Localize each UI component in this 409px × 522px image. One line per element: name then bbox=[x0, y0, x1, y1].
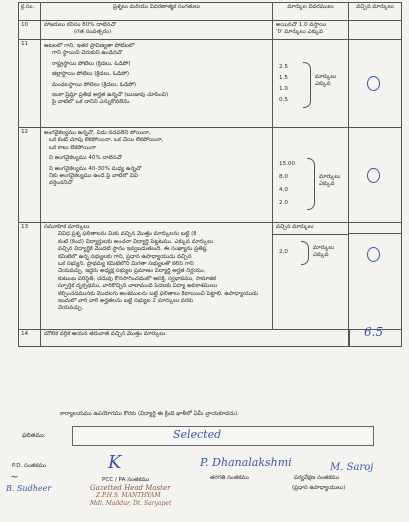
table-header-row bbox=[19, 3, 401, 21]
marks-line: అయినచో 1.0 వస్తాయి bbox=[276, 22, 327, 28]
row-line: చేయవచ్చు. ఇద్దరు అధ్యక్ష సభ్యుల ప్రమాణం విద్యార్థి అర్హత నిర్ణయం, bbox=[58, 268, 206, 275]
score-subheader bbox=[349, 223, 401, 234]
row-line: అంగవైకల్యము ఉన్నచో, పీడు నడవలేని పోయినా, bbox=[44, 130, 151, 136]
row-marks bbox=[273, 128, 349, 222]
marks-value: 2.5 bbox=[279, 64, 288, 70]
header-sno: క్ర.సం. bbox=[19, 3, 41, 20]
signature-role: P.D. సంతకము bbox=[12, 463, 47, 469]
row-line: వర్తించనిచో bbox=[49, 180, 73, 187]
signature-name: B. Sudheer bbox=[6, 484, 52, 493]
row-line: రాష్ట్రస్థాయి పోటీలు (క్రీడలు, ఓడిపో) bbox=[52, 60, 131, 67]
row-line: మండలస్థాయి పోటీలు (క్రీడలు, ఓడిపో) bbox=[52, 81, 137, 88]
signature-role: PCC / PA సంతకము bbox=[102, 477, 150, 483]
row-marks bbox=[273, 223, 349, 329]
table-row-11 bbox=[19, 40, 401, 128]
marks-value: 8.0 bbox=[279, 174, 288, 180]
marks-value: 2.0 bbox=[279, 249, 288, 255]
marks-subheader: వచ్చిన మార్కులు bbox=[273, 223, 348, 235]
row-line: వచ్చిన విద్యార్థికి మొదటి స్థానం ఇవ్వబడుతుంది. ఈ సంఖ్యాను ప్రతిష్ఠ bbox=[58, 246, 207, 253]
row-sno: 14 bbox=[19, 330, 41, 346]
row-line: ఆటలలో గానీ, ఇతర ప్రావీణ్యతా పోటీలలో bbox=[44, 43, 135, 49]
row-line: హాజరులు కనీసం 80% దాటినచో bbox=[44, 22, 116, 28]
row-line: వేయవచ్చు. bbox=[58, 305, 84, 312]
row-line: కంటి (కింద) విద్యార్థులకు అంచనా విద్యార్థి పెట్టటము. ఎక్కువ మార్కులు bbox=[58, 238, 214, 245]
marks-value: 2.0 bbox=[279, 200, 288, 206]
row-line: కుటుంబ పరిస్థితి, చదువు కొనసాగించడంలో ఆసక్తి, స్వభావము, సామాజిక bbox=[58, 275, 217, 282]
row-item bbox=[41, 40, 273, 127]
row-sno: 11 bbox=[19, 40, 41, 127]
row-line: గాని స్థాయిని చేరుకుని ఉండినచో bbox=[52, 50, 123, 57]
official-stamp bbox=[90, 484, 171, 508]
row-title: సమూహిక మార్కులు bbox=[44, 224, 90, 230]
score-zero-mark bbox=[367, 247, 380, 262]
marks-value: 15.00 bbox=[279, 161, 296, 167]
marks-label-line: ఎక్కువ bbox=[319, 181, 335, 188]
marks-values bbox=[279, 158, 295, 210]
signature-pd: ~ bbox=[10, 470, 20, 483]
row-line: జిల్లాస్థాయి పోటీలు (క్రీడలు, ఓడిపో) bbox=[52, 71, 130, 78]
row-line: ఇంకా ప్రేమ్లా ప్రతిభ అర్హత ఉన్నచో (ఋజువు చూపించి) bbox=[52, 92, 169, 99]
table-row-13 bbox=[19, 223, 401, 330]
table-row-14 bbox=[19, 325, 401, 346]
marks-label bbox=[315, 74, 336, 89]
row-line: ఒక సభ్యుని, ప్రాథమ్య కమిటీలోని మిగతా సభ్యులతో కలిసి గాని bbox=[58, 261, 194, 268]
row-score bbox=[349, 21, 401, 39]
marks-label-line: ఎక్కువ bbox=[313, 252, 329, 259]
marks-label-line: మార్కులు bbox=[313, 245, 335, 251]
row-item bbox=[41, 330, 349, 346]
brace-icon bbox=[301, 241, 309, 265]
brace-icon bbox=[303, 62, 311, 108]
result-field[interactable] bbox=[72, 426, 374, 446]
row-score bbox=[349, 40, 401, 127]
row-sno: 10 bbox=[19, 21, 41, 39]
row-line: ఒక కంటి చూపు లేకపోయినా, ఒక చేయి లేకపోయినా, bbox=[49, 137, 164, 144]
office-use-note: కార్యాలయము ఉపయోగము కొరకు (విద్యార్థి ఈ క్రింది ఖాళీలో ఏమీ వ్రాయకూడదు). bbox=[60, 411, 240, 417]
signature-role: తరగతి సంతకము bbox=[210, 475, 249, 481]
row-sno: 12 bbox=[19, 128, 41, 222]
brace-icon bbox=[307, 158, 315, 210]
marks-values bbox=[279, 62, 288, 106]
row-line: కల్పించడమునకు మొదలగు అంశములను బట్టి ఫలితాలు కేటాయించి పెట్టాలి. ఉపాధ్యాయుడు bbox=[58, 290, 259, 297]
row-item bbox=[41, 21, 273, 39]
stamp-line: Gazetted Head Master bbox=[90, 484, 171, 492]
row-score bbox=[349, 325, 401, 346]
table-row-12 bbox=[19, 128, 401, 223]
header-item: ప్రశ్నలు మరియు వివరణాత్మక సంగతులు bbox=[41, 3, 273, 20]
marks-label bbox=[313, 245, 334, 260]
signature-name: M. Saroj bbox=[330, 462, 374, 473]
row-sno: 13 bbox=[19, 223, 41, 329]
marks-label-line: మార్కులు bbox=[319, 174, 341, 180]
score-zero-mark bbox=[367, 168, 380, 183]
stamp-line: Z.P.H.S. MANTHYAM bbox=[96, 492, 161, 499]
row-marks bbox=[273, 21, 349, 39]
result-value: Selected bbox=[173, 428, 222, 441]
header-marks: మార్కుల వివరములు bbox=[273, 3, 349, 20]
row-line: ఇందులో వారి వారి అర్హతలను బట్టి సభ్యుల 2 మార్కులు వరకు bbox=[58, 298, 194, 305]
marks-value: 1.5 bbox=[279, 75, 288, 81]
row-item bbox=[41, 223, 273, 329]
row-line: స్ఫూర్తిక దృక్పథము, వారికొచ్చిన చాలామంది పేదలకు విద్యా అవకాశములు bbox=[58, 283, 218, 290]
marks-value: 4.0 bbox=[279, 187, 288, 193]
marks-value: 1.0 bbox=[279, 86, 288, 92]
row-line: (గత సంవత్సరం) bbox=[74, 29, 112, 36]
row-line: మౌలిక వర్గీక ఆయన తరువాత వచ్చిన మొత్తం మార్కులు bbox=[44, 331, 166, 337]
row-line: కమిటీలో ఉన్న సభ్యులకు గాని, ప్రధాన ఉపాధ్యాయుడు వచ్చిన bbox=[58, 253, 192, 260]
marks-value: 0.5 bbox=[279, 97, 288, 103]
signature-role: (ప్రధాన ఉపాధ్యాయులు) bbox=[292, 485, 346, 491]
row-line: పై వాటిలో ఒక దానిని ఎన్నుకోవలెను. bbox=[52, 99, 131, 106]
signature-name: P. Dhanalakshmi bbox=[200, 456, 292, 469]
signature-role: పర్యవేక్షణ సంతకము bbox=[294, 475, 340, 481]
marks-values bbox=[279, 249, 288, 256]
marks-table bbox=[18, 2, 402, 347]
marks-line: '0' మార్కులు ఎక్కువ bbox=[276, 29, 324, 36]
header-score: వచ్చిన మార్కులు bbox=[356, 4, 394, 10]
row-score bbox=[349, 223, 401, 329]
score-zero-mark bbox=[367, 76, 380, 91]
row-line: వివిధ ప్రశ్న ఫలితాలను మీకు వచ్చిన మొత్తం మార్కులను బట్టి (కి bbox=[58, 231, 197, 238]
signature-pcc: K bbox=[108, 452, 122, 473]
marks-label bbox=[319, 174, 340, 189]
marks-label-line: మార్కులు bbox=[315, 74, 337, 80]
stamp-line: Mdl. Maddur, Dt. Saryapet bbox=[90, 500, 172, 507]
total-score: 6.5 bbox=[364, 325, 384, 339]
row-line: ఒక కాలు లేకపోయినా bbox=[49, 144, 96, 151]
row-score bbox=[349, 128, 401, 222]
row-line: నీ అంగవైకల్యము 40-30% మధ్య ఉన్నచో bbox=[49, 165, 142, 172]
row-line: నీకు అంగవైకల్యము ఉండి పై వాటిలో వివి bbox=[49, 173, 138, 180]
result-label: ఫలితము: bbox=[22, 432, 46, 439]
marks-label-line: ఎక్కువ bbox=[315, 81, 331, 88]
table-row-10 bbox=[19, 21, 401, 40]
row-item bbox=[41, 128, 273, 222]
row-marks bbox=[273, 40, 349, 127]
row-line: నీ అంగవైకల్యము 40% దాటినచో bbox=[49, 155, 122, 162]
